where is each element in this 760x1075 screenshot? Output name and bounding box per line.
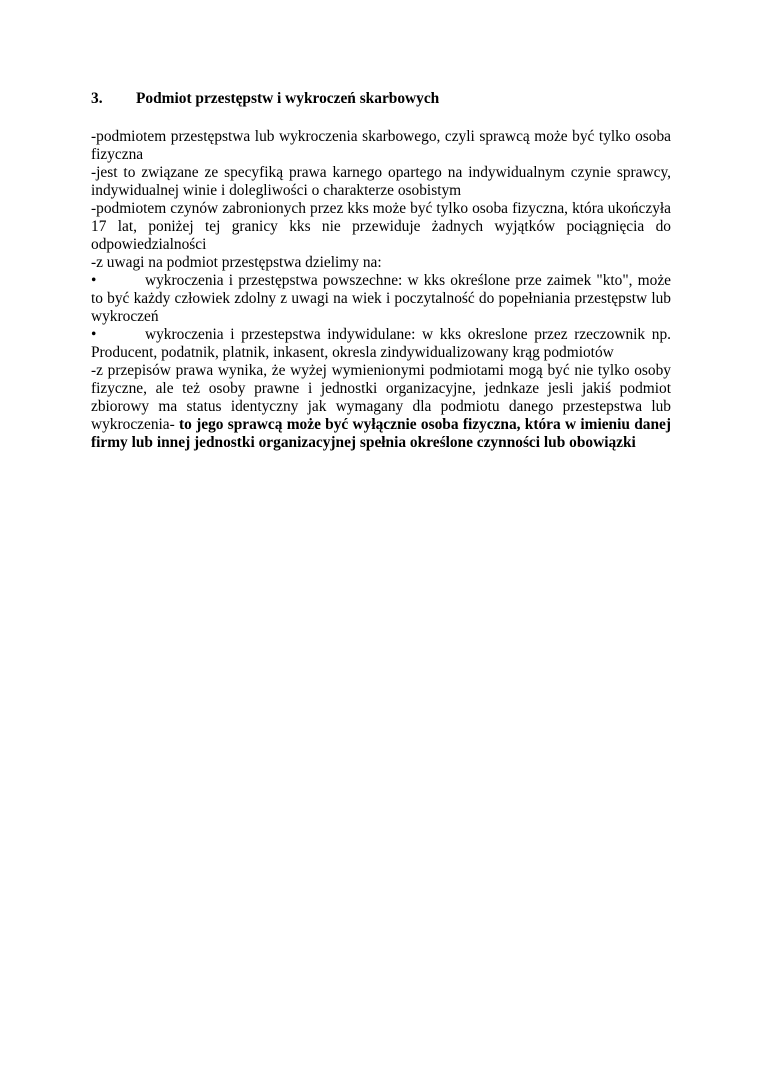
bullet-text-2: wykroczenia i przestepstwa indywidulane: w kks okreslone przez rzeczownik np. Producent, podatnik, platnik, inkasent, okresla zindywidualizowany krąg podmiotów <box>91 326 671 361</box>
section-heading <box>91 90 671 108</box>
paragraph-7 <box>91 362 671 452</box>
bullet-item-2 <box>91 326 671 362</box>
bullet-marker: • <box>91 326 97 343</box>
bullet-item-1 <box>91 272 671 326</box>
paragraph-4: -z uwagi na podmiot przestępstwa dzielimy na: <box>91 254 382 271</box>
paragraph-1: -podmiotem przestępstwa lub wykroczenia skarbowego, czyli sprawcą może być tylko osoba fizyczna <box>91 128 671 163</box>
paragraph-3: -podmiotem czynów zabronionych przez kks może być tylko osoba fizyczna, która ukończyła 17 lat, poniżej tej granicy kks nie przewiduje żadnych wyjątków pociągnięcia do odpowiedzialności <box>91 200 671 253</box>
section-number: 3. <box>91 90 103 107</box>
paragraph-7-text: -z przepisów prawa wynika, że wyżej wymienionymi podmiotami mogą być nie tylko osoby fizyczne, ale też osoby prawne i jednostki organizacyjne, jednkaze jesli jakiś podmiot zbiorowy ma status identyczny jak wymagany dla podmiotu danego przestepstwa lub wykroczenia- <box>91 362 671 433</box>
section-title: Podmiot przestępstw i wykroczeń skarbowych <box>136 90 440 107</box>
paragraph-2: -jest to związane ze specyfiką prawa karnego opartego na indywidualnym czynie sprawcy, indywidualnej winie i dolegliwości o charakterze osobistym <box>91 164 671 199</box>
paragraph-7-bold-text: to jego sprawcą może być wyłącznie osoba fizyczna, która w imieniu danej firmy lub innej jednostki organizacyjnej spełnia określone czynności lub obowiązki <box>91 416 671 451</box>
bullet-marker: • <box>91 272 97 289</box>
document-page <box>91 90 671 452</box>
bullet-text-1: wykroczenia i przestępstwa powszechne: w kks określone prze zaimek "kto", może to być każdy człowiek zdolny z uwagi na wiek i poczytalność do popełniania przestępstw lub wykroczeń <box>91 272 671 325</box>
